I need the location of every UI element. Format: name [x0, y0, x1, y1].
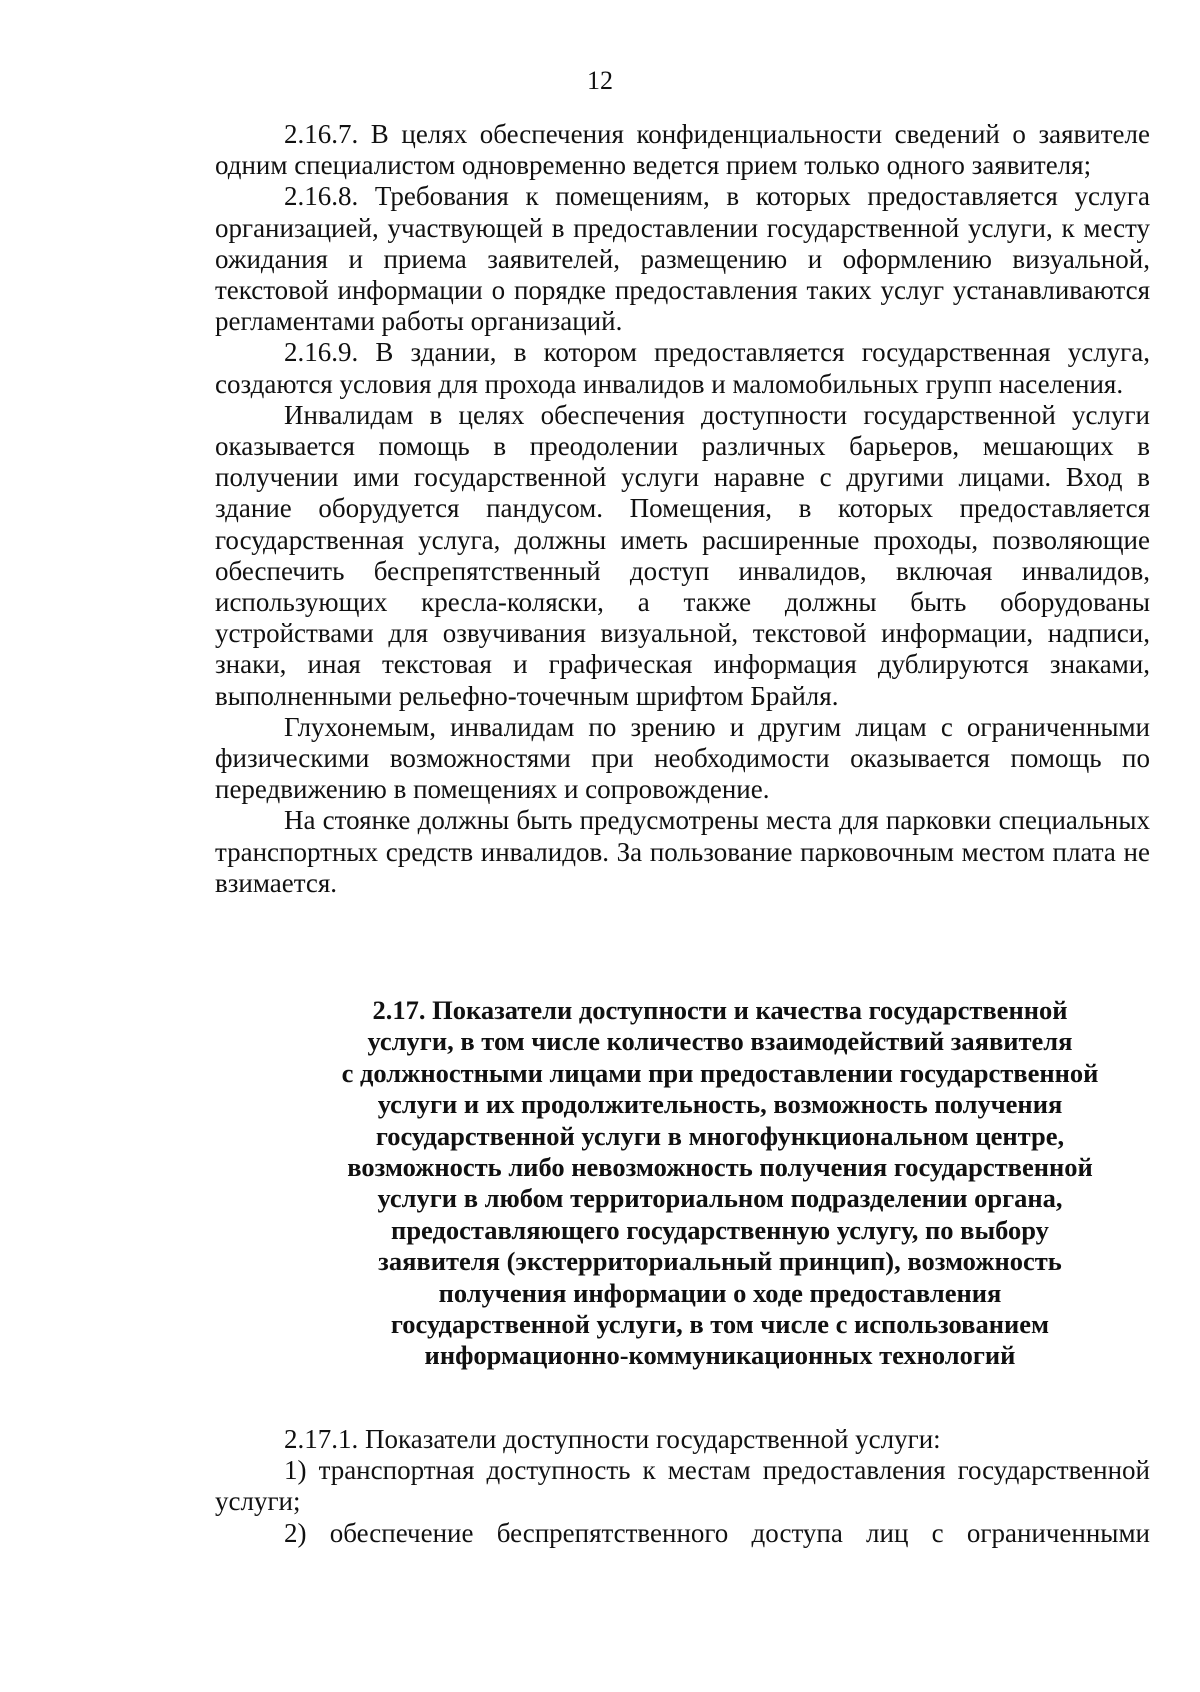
paragraph-deaf-assistance: Глухонемым, инвалидам по зрению и другим лицам с ограниченными физическими возможностями при необходимости оказывается помощь по передвижению в помещениях и сопровождение.	[215, 711, 1150, 805]
heading-line: получения информации о ходе предоставления	[438, 1277, 1002, 1308]
heading-line: государственной услуги, в том числе с использованием	[390, 1309, 1050, 1340]
heading-line: информационно-коммуникационных технологий	[424, 1340, 1016, 1371]
list-item-2: 2) обеспечение беспрепятственного доступа лиц с ограниченными	[284, 1517, 1150, 1548]
paragraph-disabled-access: Инвалидам в целях обеспечения доступности государственной услуги оказывается помощь в преодолении различных барьеров, мешающих в получении ими государственной услуги наравне с другими лицами. Вход в здание оборудуется пандусом. Помещения, в которых предоставляется государственная услуга, должны иметь расширенные проходы, позволяющие обеспечить беспрепятственный доступ инвалидов, включая инвалидов, использующих кресла-коляски, а также должны быть оборудованы устройствами для озвучивания визуальной, текстовой информации, надписи, знаки, иная текстовая и графическая информация дублируются знаками, выполненными рельефно-точечным шрифтом Брайля.	[215, 399, 1150, 711]
paragraph-2-16-9: 2.16.9. В здании, в котором предоставляется государственная услуга, создаются условия для прохода инвалидов и маломобильных групп населения.	[215, 337, 1150, 399]
paragraph-2-16-7: 2.16.7. В целях обеспечения конфиденциальности сведений о заявителе одним специалистом одновременно ведется прием только одного заявителя;	[215, 119, 1150, 181]
paragraph-2-16-8: 2.16.8. Требования к помещениям, в которых предоставляется услуга организацией, участвующей в предоставлении государственной услуги, к месту ожидания и приема заявителей, размещению и оформлению визуальной, текстовой информации о порядке предоставления таких услуг устанавливаются регламентами работы организаций.	[215, 181, 1150, 337]
heading-line: с должностными лицами при предоставлении государственной	[341, 1057, 1099, 1088]
heading-line: услуги в любом территориальном подразделении органа,	[377, 1183, 1063, 1214]
heading-line: предоставляющего государственную услугу, по выбору	[391, 1214, 1049, 1245]
lower-body-text	[215, 1424, 1150, 1549]
heading-line: услуги, в том числе количество взаимодействий заявителя	[367, 1026, 1073, 1057]
heading-line: 2.17. Показатели доступности и качества государственной	[372, 995, 1068, 1025]
paragraph-2-17-1: 2.17.1. Показатели доступности государственной услуги:	[284, 1424, 941, 1454]
paragraph-parking: На стоянке должны быть предусмотрены места для парковки специальных транспортных средств инвалидов. За пользование парковочным местом плата не взимается.	[215, 805, 1150, 898]
list-item-1: 1) транспортная доступность к местам предоставления государственной услуги;	[215, 1455, 1150, 1517]
heading-line: заявителя (экстерриториальный принцип), возможность	[378, 1246, 1062, 1277]
body-text	[215, 119, 1150, 899]
heading-line: возможность либо невозможность получения государственной	[347, 1152, 1093, 1183]
heading-line: государственной услуги в многофункциональном центре,	[375, 1120, 1065, 1151]
heading-line: услуги и их продолжительность, возможность получения	[377, 1089, 1063, 1120]
page-number: 12	[587, 66, 613, 95]
section-heading-2-17	[280, 995, 1160, 1372]
